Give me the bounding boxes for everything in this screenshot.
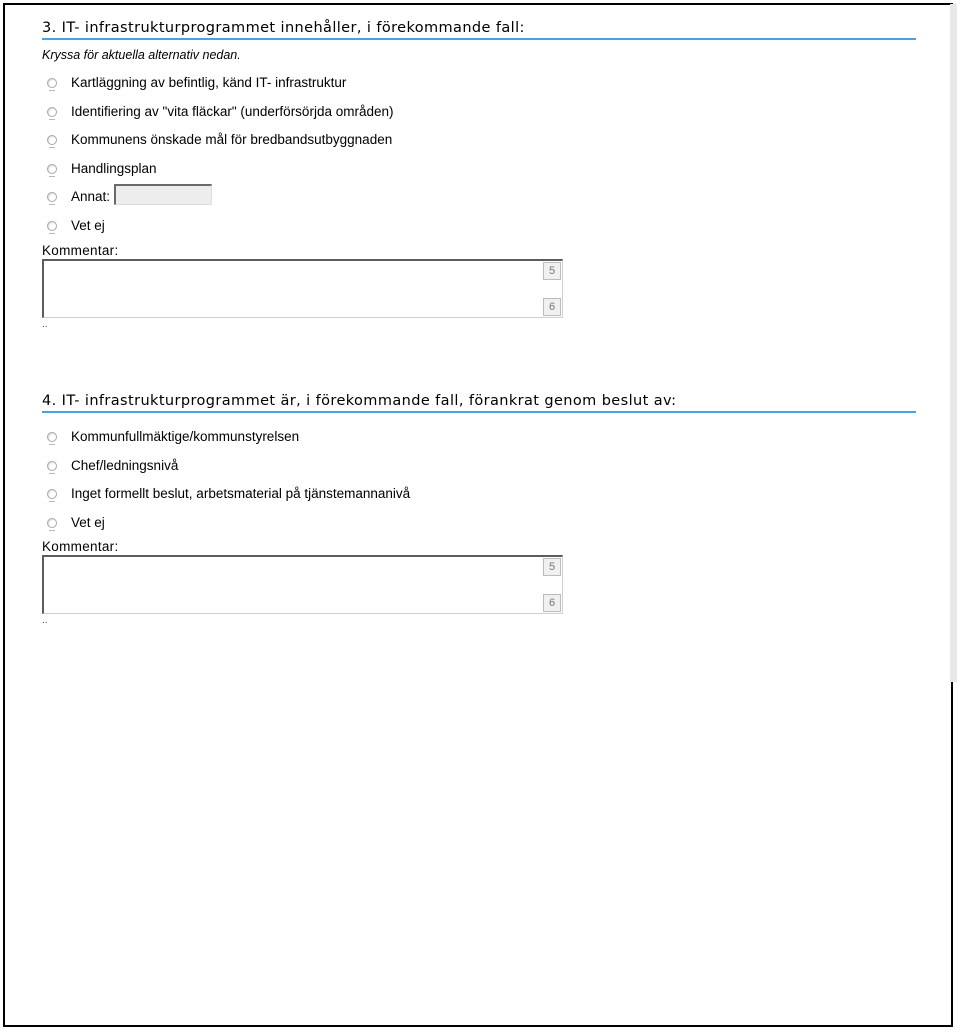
comment-label: Kommentar: [42,242,119,258]
option-vita-flackar[interactable] [42,98,916,127]
option-vet-ej[interactable] [42,212,916,241]
option-label: Vet ej [71,514,105,530]
trailing-dots: .. [42,318,48,330]
option-chef-ledningsniva[interactable] [42,452,916,481]
option-handlingsplan[interactable] [42,155,916,184]
radio-button-icon[interactable] [47,221,57,231]
option-label: Kommunens önskade mål för bredbandsutbyggnaden [71,132,393,148]
radio-button-icon[interactable] [47,518,57,528]
option-label: Handlingsplan [71,160,157,176]
scroll-up-button[interactable]: 5 [543,558,561,576]
option-kommunfullmaktige[interactable] [42,423,916,452]
option-label: Kartläggning av befintlig, känd IT- infrastruktur [71,75,347,90]
comment-textarea[interactable] [42,259,563,318]
radio-button-icon[interactable] [47,192,57,202]
option-label: Vet ej [71,217,105,233]
section-3-instruction: Kryssa för aktuella alternativ nedan. [42,48,241,62]
option-onskade-mal[interactable] [42,126,916,155]
option-kartlaggning[interactable] [42,69,916,98]
radio-button-icon[interactable] [47,432,57,442]
option-label: Annat: [71,189,111,205]
comment-label: Kommentar: [42,539,119,555]
option-label: Inget formellt beslut, arbetsmaterial på tjänstemannanivå [71,486,411,502]
annat-input[interactable] [114,184,212,205]
option-label: Kommunfullmäktige/kommunstyrelsen [71,429,300,444]
radio-button-icon[interactable] [47,107,57,117]
trailing-dots: .. [42,615,48,627]
section-4-options [42,423,916,537]
radio-button-icon[interactable] [47,461,57,471]
radio-button-icon[interactable] [47,164,57,174]
comment-textarea[interactable] [42,555,563,614]
option-label: Chef/ledningsnivå [71,457,179,473]
scroll-up-button[interactable]: 5 [543,262,561,280]
scroll-down-button[interactable]: 6 [543,594,561,612]
page-shadow [950,4,957,682]
option-inget-formellt-beslut[interactable] [42,480,916,509]
radio-button-icon[interactable] [47,135,57,145]
section-3 [42,20,916,330]
section-3-heading: 3. IT- infrastrukturprogrammet innehåller, i förekommande fall: [42,20,916,40]
option-label: Identifiering av "vita fläckar" (underförsörjda områden) [71,103,394,119]
option-annat[interactable] [42,183,916,212]
section-4-heading: 4. IT- infrastrukturprogrammet är, i förekommande fall, förankrat genom beslut av: [42,393,916,413]
radio-button-icon[interactable] [47,489,57,499]
section-3-options [42,69,916,241]
section-4 [42,393,916,626]
radio-button-icon[interactable] [47,78,57,88]
scroll-down-button[interactable]: 6 [543,298,561,316]
option-vet-ej[interactable] [42,509,916,538]
